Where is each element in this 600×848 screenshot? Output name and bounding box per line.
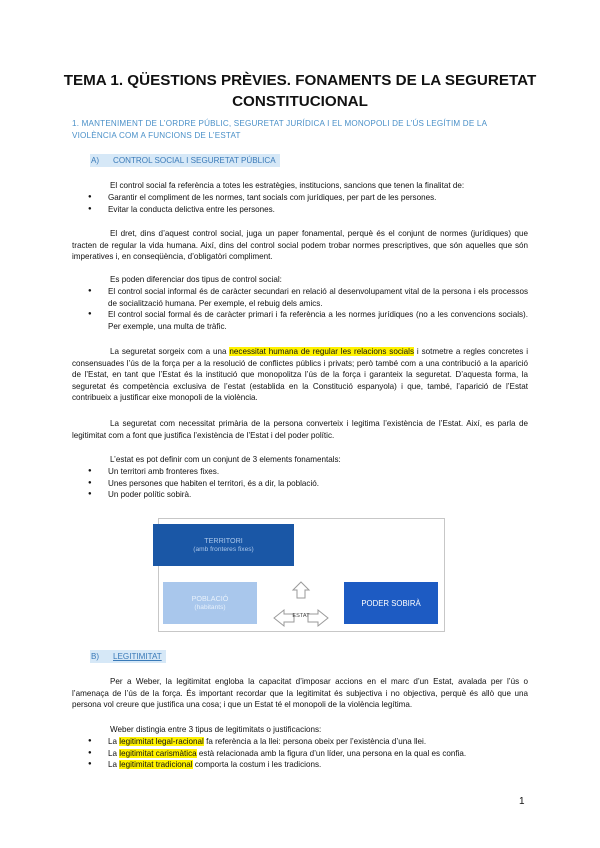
list-item: ● El control social informal és de caràcter secundari en relació al desenvolupament vital de la persona i els processos de socialització humana. Per exemple, el rebuig dels amics. xyxy=(88,286,528,309)
list-item: ● La legitimitat legal-racional fa referència a la llei: persona obeix per l’existència d’una llei. xyxy=(88,736,528,748)
list-item: ● Evitar la conducta delictiva entre les persones. xyxy=(88,204,528,216)
list-item: ● La legitimitat carismàtica està relacionada amb la figura d’un líder, una persona en la qual es confia. xyxy=(88,748,528,760)
paragraph: El control social fa referència a totes les estratègies, institucions, sancions que tenen la finalitat de: xyxy=(110,181,465,190)
highlighted-text: legitimitat tradicional xyxy=(119,760,193,770)
subsection-a-heading xyxy=(90,154,280,167)
document-title: TEMA 1. QÜESTIONS PRÈVIES. FONAMENTS DE LA SEGURETAT CONSTITUCIONAL xyxy=(63,72,537,110)
highlighted-text: legitimitat legal-racional xyxy=(119,737,204,746)
arrow-left-icon xyxy=(274,610,294,626)
list-item: ● Un territori amb fronteres fixes. xyxy=(88,466,528,478)
paragraph xyxy=(72,346,528,404)
territori-box xyxy=(153,524,294,566)
highlighted-text: necessitat humana de regular les relacions socials xyxy=(229,347,415,356)
subsection-b-title: LEGITIMITAT xyxy=(113,652,162,661)
paragraph: Per a Weber, la legitimitat engloba la capacitat d’imposar accions en el marc d’un Estat, avalada per l’ús o l’amenaça de l’ús de la força. És important recordar que la legitimitat és subjectiva i no objectiva, perquè és allò que una persona vol creure que justifica una cosa; i que un Estat té el monopoli de la violència legítima. xyxy=(72,677,528,710)
subsection-a-title: CONTROL SOCIAL I SEGURETAT PÚBLICA xyxy=(113,156,276,165)
subsection-b-letter: B) xyxy=(91,652,100,661)
list-item: ● Unes persones que habiten el territori, és a dir, la població. xyxy=(88,478,528,490)
highlighted-text: legitimitat carismàtica xyxy=(119,748,197,758)
paragraph: Es poden diferenciar dos tipus de control social: xyxy=(110,275,282,284)
poblacio-sublabel: (habitants) xyxy=(194,604,226,611)
page-number: 1 xyxy=(519,796,525,807)
arrow-up-icon xyxy=(293,582,309,598)
paragraph: La seguretat com necessitat primària de la persona converteix i legitima l’existència de l’Estat. Així, es parla de legitimitat com a font que justifica l’existència de l’Estat i del poder polític. xyxy=(72,419,528,440)
poder-sobira-label: PODER SOBIRÀ xyxy=(361,598,421,608)
list-item: ● Garantir el compliment de les normes, tant socials com jurídiques, per part de les persones. xyxy=(88,192,528,204)
bullet-list xyxy=(88,286,528,332)
estat-arrows xyxy=(270,580,332,628)
territori-label: TERRITORI xyxy=(204,536,243,545)
poblacio-box xyxy=(163,582,257,624)
paragraph: L’estat es pot definir com un conjunt de 3 elements fonamentals: xyxy=(110,455,341,464)
estat-label: ESTAT xyxy=(292,613,310,619)
paragraph: El dret, dins d’aquest control social, juga un paper fonamental, perquè és el conjunt de normes (jurídiques) que tracten de regular la vida humana. Així, dins del control social podem trobar normes prescriptives, que són aquelles que són imperatives i, en conseqüència, d’obligatòri compliment. xyxy=(72,229,528,262)
subsection-a-letter: A) xyxy=(91,156,100,165)
bullet-list xyxy=(88,192,528,215)
text-run: La seguretat sorgeix com a una xyxy=(110,347,230,356)
arrow-right-icon xyxy=(308,610,328,626)
subsection-b-heading xyxy=(90,650,166,663)
list-item: ● La legitimitat tradicional comporta la costum i les tradicions. xyxy=(88,759,528,771)
text-run: i sotmetre a regles concretes i consensuades l’ús de la força per a la resolució de conflictes públics i privats; però també com a una contribució a la aparició de l’Estat, en tant que l’Estat és la institució que monopolitza l’ús de la força i garanteix la seguretat. D’aquesta forma, la seguretat és competència exclusiva de l’estat (establida en la Constitució espanyola) i que, també, l’aparició de l’Estat contribueix a justificar eixe monopoli de la violència. xyxy=(72,347,528,403)
territori-sublabel: (amb fronteres fixes) xyxy=(193,546,254,553)
list-item: ● Un poder polític sobirà. xyxy=(88,489,528,501)
poblacio-label: POBLACIÓ xyxy=(191,594,229,603)
poder-sobira-box xyxy=(344,582,438,624)
section-heading: 1. MANTENIMENT DE L’ORDRE PÚBLIC, SEGURETAT JURÍDICA I EL MONOPOLI DE L’ÚS LEGÍTIM DE LA VIOLÈNCIA COM A FUNCIONS DE L’ESTAT xyxy=(72,119,487,140)
bullet-list xyxy=(88,466,528,501)
bullet-list xyxy=(88,736,528,771)
paragraph: Weber distingia entre 3 tipus de legitimitats o justificacions: xyxy=(110,725,322,734)
list-item: ● El control social formal és de caràcter primari i fa referència a les normes jurídiques (no a les convencions socials). Per exemple, una multa de tràfic. xyxy=(88,309,528,332)
